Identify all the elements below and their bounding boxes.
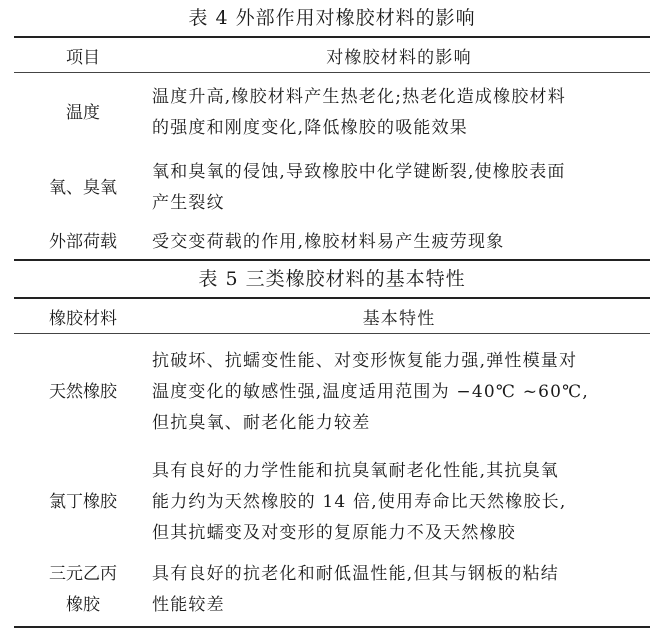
table-row xyxy=(14,73,650,151)
table5-header-props: 基本特性 xyxy=(362,308,436,329)
table5-row1-props xyxy=(152,346,650,439)
table4-row2-effect xyxy=(152,157,650,219)
text-line: 温度升高,橡胶材料产生热老化;热老化造成橡胶材料 xyxy=(152,87,566,107)
text-line: 能力约为天然橡胶的 14 倍,使用寿命比天然橡胶长, xyxy=(152,491,567,512)
table-row xyxy=(14,554,650,626)
text-line: 性能较差 xyxy=(152,595,225,615)
table5-row3-props xyxy=(152,559,650,621)
text-line: 三元乙丙 xyxy=(49,564,117,584)
table5-row3-material xyxy=(14,559,152,621)
table4-row3-item: 外部荷载 xyxy=(49,231,117,252)
document-page xyxy=(14,0,650,628)
text-line: 温度变化的敏感性强,温度适用范围为 −40℃ ~60℃, xyxy=(152,381,590,402)
table-row xyxy=(14,334,650,444)
table4-header-row xyxy=(14,38,650,73)
table5-row2-material xyxy=(14,487,152,518)
table4-header-effect: 对橡胶材料的影响 xyxy=(326,47,472,68)
table4-row2-item: 氧、臭氧 xyxy=(49,177,117,198)
text-line: 氧和臭氧的侵蚀,导致橡胶中化学键断裂,使橡胶表面 xyxy=(152,162,566,182)
table-row xyxy=(14,444,650,554)
table5 xyxy=(14,297,650,628)
text-line: 产生裂纹 xyxy=(152,193,225,213)
text-line: 氯丁橡胶 xyxy=(49,491,117,512)
table5-header-material: 橡胶材料 xyxy=(49,308,117,329)
table5-header-row xyxy=(14,299,650,334)
text-line: 但抗臭氧、耐老化能力较差 xyxy=(152,412,371,433)
table5-row2-props xyxy=(152,456,650,549)
text-line: 抗破坏、抗蠕变性能、对变形恢复能力强,弹性模量对 xyxy=(152,350,578,371)
text-line: 具有良好的抗老化和耐低温性能,但其与钢板的粘结 xyxy=(152,564,560,584)
text-line: 橡胶 xyxy=(66,595,100,615)
table4-row1-item: 温度 xyxy=(66,102,100,123)
table4 xyxy=(14,36,650,261)
text-line: 天然橡胶 xyxy=(49,381,117,402)
text-line: 但其抗蠕变及对变形的复原能力不及天然橡胶 xyxy=(152,522,516,543)
table5-row1-material xyxy=(14,377,152,408)
table-row xyxy=(14,151,650,225)
text-line: 的强度和刚度变化,降低橡胶的吸能效果 xyxy=(152,118,469,138)
table4-header-item: 项目 xyxy=(66,47,100,68)
table4-row1-effect xyxy=(152,82,650,144)
text-line: 具有良好的力学性能和抗臭氧耐老化性能,其抗臭氧 xyxy=(152,460,560,481)
text-line: 受交变荷载的作用,橡胶材料易产生疲劳现象 xyxy=(152,231,505,252)
table-row xyxy=(14,225,650,259)
table4-row3-effect xyxy=(152,227,650,258)
table4-caption: 表 4 外部作用对橡胶材料的影响 xyxy=(188,7,476,29)
table5-caption: 表 5 三类橡胶材料的基本特性 xyxy=(198,268,466,290)
